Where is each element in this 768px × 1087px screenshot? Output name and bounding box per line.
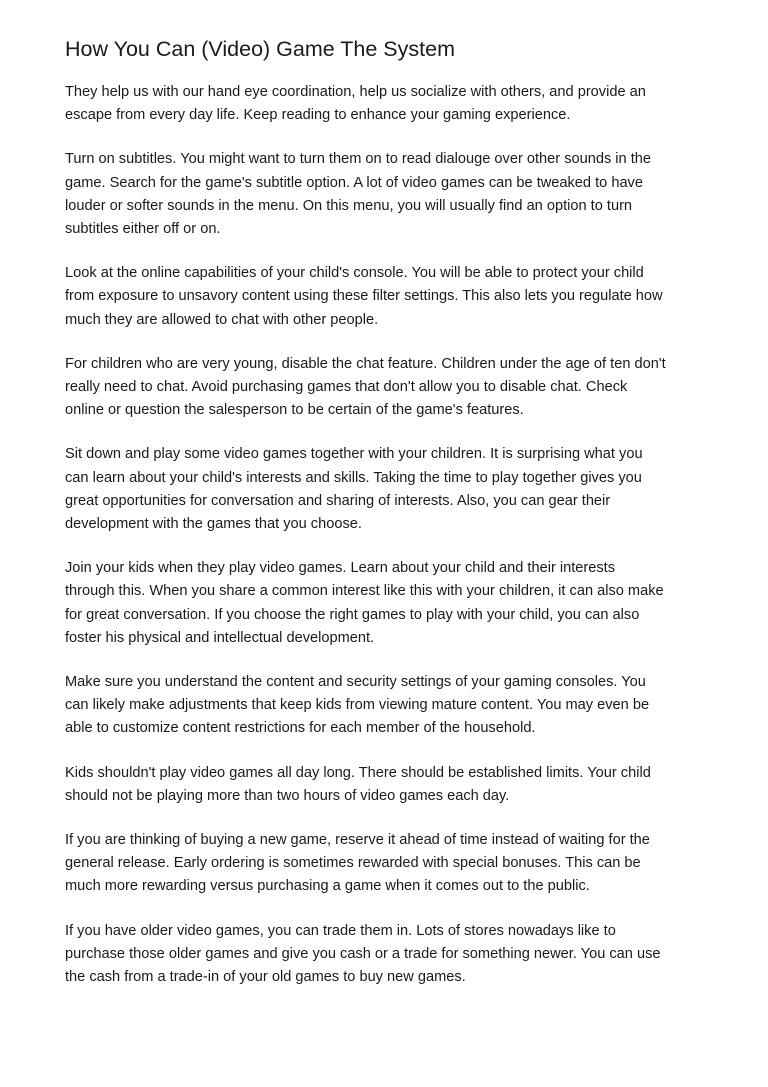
paragraph-line: can likely make adjustments that keep kids from viewing mature content. You may even be (65, 697, 650, 714)
paragraph-line: really need to chat. Avoid purchasing games that don't allow you to disable chat. Check (65, 379, 628, 396)
paragraph-line: Join your kids when they play video games. Learn about your child and their interests (65, 560, 616, 577)
paragraph-line: can learn about your child's interests and skills. Taking the time to play together gives you (65, 469, 642, 486)
paragraph (65, 557, 715, 650)
document-page (65, 36, 715, 1010)
page-title: How You Can (Video) Game The System (65, 37, 455, 61)
paragraph (65, 148, 715, 241)
paragraph-line: They help us with our hand eye coordination, help us socialize with others, and provide an (65, 84, 646, 100)
paragraph-line: development with the games that you choose. (65, 516, 362, 533)
paragraph-line: great opportunities for conversation and sharing of interests. Also, you can gear their (65, 492, 611, 509)
paragraph (65, 81, 715, 127)
paragraph-line: from exposure to unsavory content using these filter settings. This also lets you regulate how (65, 288, 663, 305)
paragraph-line: general release. Early ordering is sometimes rewarded with special bonuses. This can be (65, 855, 641, 872)
paragraph-line: louder or softer sounds in the menu. On this menu, you will usually find an option to turn (65, 197, 633, 214)
paragraph-line: If you are thinking of buying a new game, reserve it ahead of time instead of waiting for the (65, 832, 650, 849)
paragraph-line: game. Search for the game's subtitle option. A lot of video games can be tweaked to have (65, 174, 643, 191)
paragraph (65, 671, 715, 741)
document-body (65, 81, 715, 989)
paragraph (65, 443, 715, 536)
paragraph-line: foster his physical and intellectual development. (65, 629, 375, 646)
paragraph-line: subtitles either off or on. (65, 221, 221, 238)
paragraph (65, 762, 715, 808)
paragraph-line: through this. When you share a common interest like this with your children, it can also make (65, 583, 664, 600)
paragraph-line: Look at the online capabilities of your child's console. You will be able to protect your child (65, 265, 644, 282)
paragraph (65, 829, 715, 899)
paragraph-line: online or question the salesperson to be certain of the game's features. (65, 402, 524, 419)
paragraph-line: much more rewarding versus purchasing a game when it comes out to the public. (65, 878, 590, 895)
paragraph (65, 262, 715, 332)
paragraph (65, 353, 715, 423)
paragraph-line: purchase those older games and give you cash or a trade for something newer. You can use (65, 945, 661, 962)
paragraph-line: should not be playing more than two hours of video games each day. (65, 787, 510, 804)
paragraph-line: escape from every day life. Keep reading to enhance your gaming experience. (65, 107, 571, 124)
paragraph-line: Sit down and play some video games together with your children. It is surprising what you (65, 446, 643, 463)
paragraph-line: much they are allowed to chat with other people. (65, 311, 379, 328)
paragraph-line: for great conversation. If you choose the right games to play with your child, you can also (65, 606, 640, 623)
paragraph-line: For children who are very young, disable the chat feature. Children under the age of ten don't (65, 355, 666, 372)
paragraph-line: Kids shouldn't play video games all day long. There should be established limits. Your child (65, 764, 651, 781)
paragraph-line: able to customize content restrictions for each member of the household. (65, 720, 536, 737)
paragraph-line: Make sure you understand the content and security settings of your gaming consoles. You (65, 674, 646, 691)
paragraph-line: If you have older video games, you can trade them in. Lots of stores nowadays like to (65, 922, 616, 939)
paragraph-line: the cash from a trade-in of your old games to buy new games. (65, 969, 466, 986)
paragraph (65, 920, 715, 990)
paragraph-line: Turn on subtitles. You might want to turn them on to read dialouge over other sounds in the (65, 151, 652, 168)
